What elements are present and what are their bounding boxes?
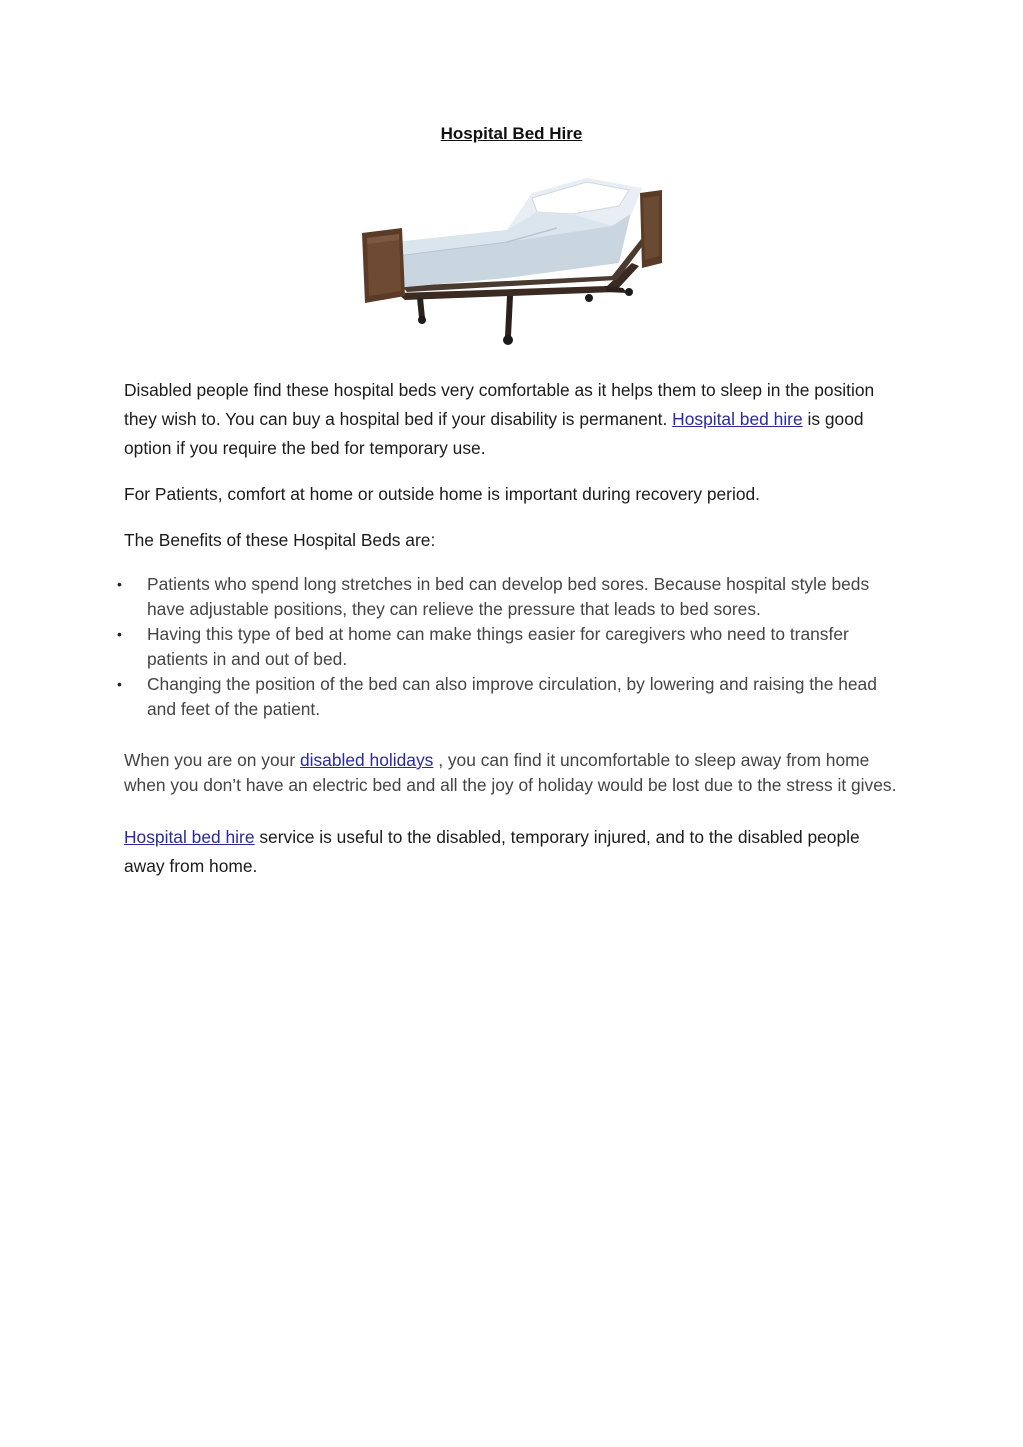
list-item-text: Patients who spend long stretches in bed can develop bed sores. Because hospital style beds have adjustable positions, they can relieve the pressure that leads to bed sores. [147,574,870,619]
comfort-paragraph: For Patients, comfort at home or outside home is important during recovery period. [124,484,761,504]
list-item-text: Having this type of bed at home can make things easier for caregivers who need to transfer patients in and out of bed. [147,624,849,669]
disabled-holidays-link[interactable]: disabled holidays [299,750,434,770]
holidays-text: When you are on your [124,750,300,770]
hospital-bed-hire-link[interactable]: Hospital bed hire [672,409,803,429]
list-item-text: Changing the position of the bed can also improve circulation, by lowering and raising the head and feet of the patient. [147,674,877,719]
holidays-text-end: , you can find it uncomfortable to sleep away from home when you don’t have an electric bed and all the joy of holiday would be lost due to the stress it gives. [124,750,897,795]
benefits-heading: The Benefits of these Hospital Beds are: [124,530,436,550]
bullet-icon: • [117,626,122,642]
hospital-bed-image [357,168,667,358]
benefits-list [114,572,904,722]
document-body [117,376,899,898]
holidays-paragraph [124,748,899,798]
closing-paragraph [124,823,899,881]
intro-text-end: is good option if you require the bed for temporary use. [124,409,864,458]
bullet-icon: • [117,676,122,692]
list-item [114,572,904,622]
intro-paragraph [124,376,899,463]
bullet-icon: • [117,576,122,592]
intro-text: Disabled people find these hospital beds very comfortable as it helps them to sleep in the position they wish to. You can buy a hospital bed if your disability is permanent. [124,380,875,429]
closing-text: service is useful to the disabled, temporary injured, and to the disabled people away from home. [124,827,860,876]
document-title: Hospital Bed Hire [440,124,583,143]
list-item [114,622,904,672]
list-item [114,672,904,722]
hospital-bed-hire-link-2[interactable]: Hospital bed hire [124,827,255,847]
